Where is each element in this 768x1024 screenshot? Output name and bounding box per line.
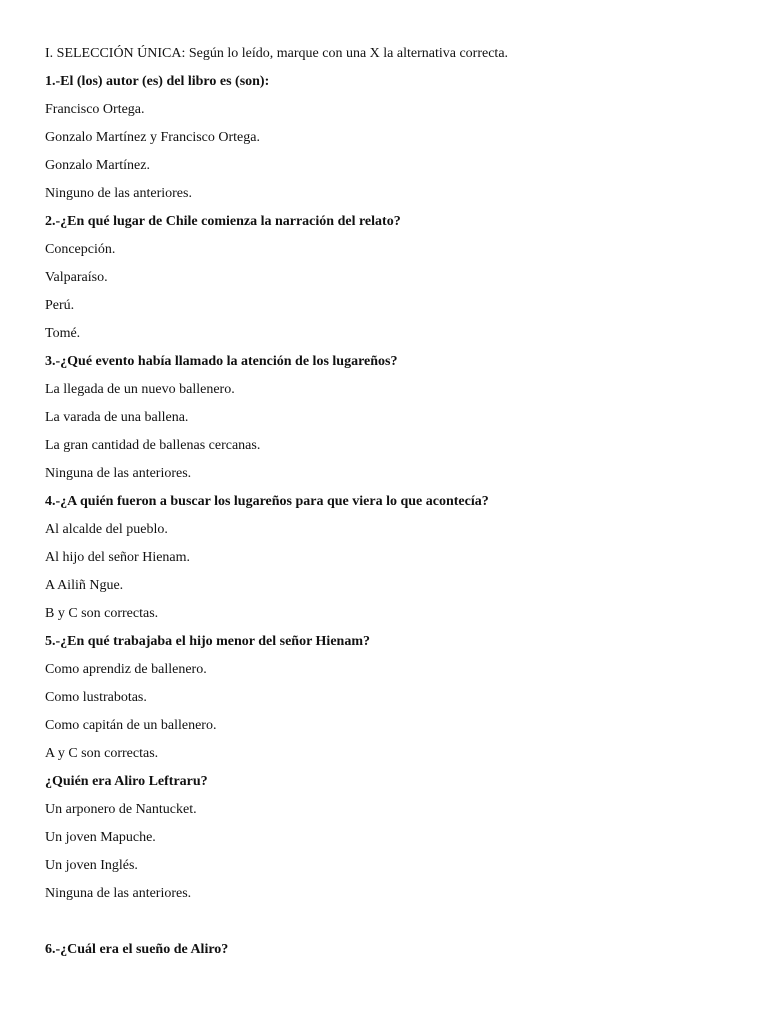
option: Como lustrabotas. [45,690,147,705]
question-2: 2.-¿En qué lugar de Chile comienza la narración del relato? [45,214,401,229]
option: Perú. [45,298,75,313]
option: Al hijo del señor Hienam. [45,550,191,565]
instruction: I. SELECCIÓN ÚNICA: Según lo leído, marque con una X la alternativa correcta. [45,46,509,61]
question-1: 1.-El (los) autor (es) del libro es (son): [45,74,270,89]
option: Ninguno de las anteriores. [45,186,192,201]
option: Como capitán de un ballenero. [45,718,217,733]
option: Tomé. [45,326,81,341]
question-6: 6.-¿Cuál era el sueño de Aliro? [45,942,229,957]
option: La varada de una ballena. [45,410,189,425]
question-5: 5.-¿En qué trabajaba el hijo menor del señor Hienam? [45,634,370,649]
option: Un joven Mapuche. [45,830,156,845]
option: Valparaíso. [45,270,108,285]
option: Un joven Inglés. [45,858,138,873]
option: Al alcalde del pueblo. [45,522,168,537]
question-aliro: ¿Quién era Aliro Leftraru? [45,774,208,789]
question-4: 4.-¿A quién fueron a buscar los lugareños para que viera lo que acontecía? [45,494,489,509]
option: La gran cantidad de ballenas cercanas. [45,438,261,453]
option: Un arponero de Nantucket. [45,802,197,817]
option: Gonzalo Martínez. [45,158,150,173]
option: Ninguna de las anteriores. [45,886,192,901]
option: A y C son correctas. [45,746,159,761]
option: B y C son correctas. [45,606,159,621]
option: Ninguna de las anteriores. [45,466,192,481]
option: Concepción. [45,242,116,257]
option: La llegada de un nuevo ballenero. [45,382,235,397]
option: A Ailiñ Ngue. [45,578,124,593]
option: Francisco Ortega. [45,102,145,117]
option: Como aprendiz de ballenero. [45,662,207,677]
option: Gonzalo Martínez y Francisco Ortega. [45,130,260,145]
question-3: 3.-¿Qué evento había llamado la atención de los lugareños? [45,354,398,369]
